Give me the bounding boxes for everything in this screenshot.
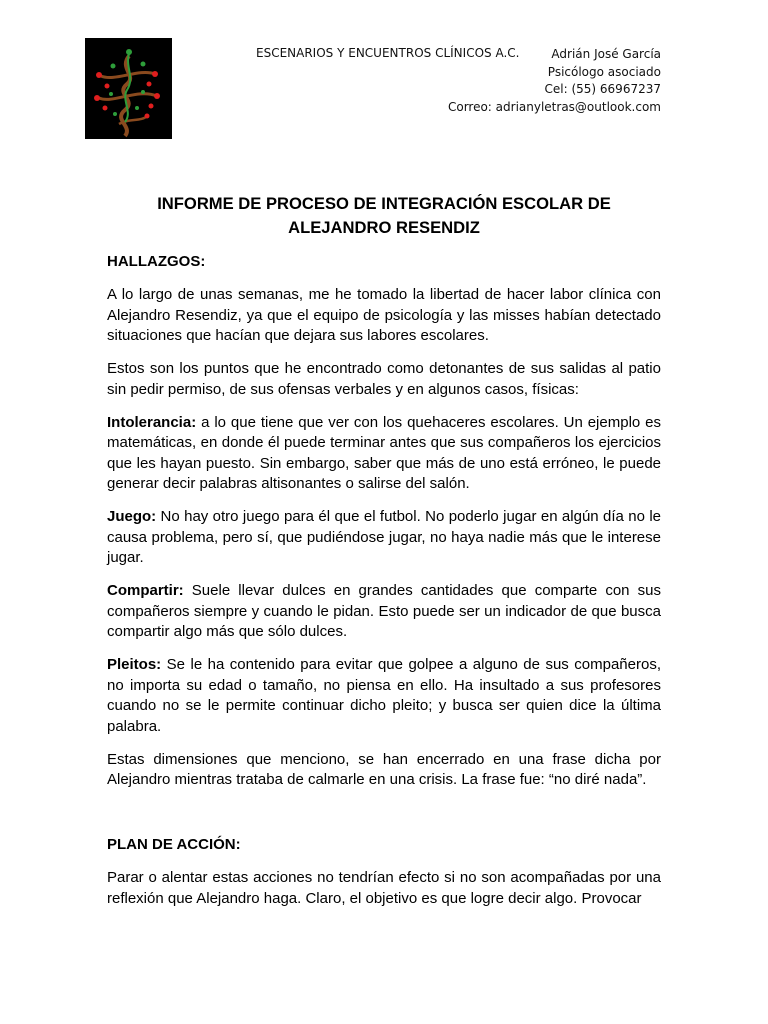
finding-item [107, 581, 661, 643]
finding-item [107, 413, 661, 495]
paragraph: Estos son los puntos que he encontrado como detonantes de sus salidas al patio sin pedir permiso, de sus ofensas verbales y en algunos casos, físicas: [107, 360, 661, 398]
author-email: Correo: adrianyletras@outlook.com [447, 99, 661, 114]
finding-text: Se le ha contenido para evitar que golpee a alguno de sus compañeros, no importa su edad o tamaño, no piensa en ello. Ha insultado a sus profesores cuando no se le permite continuar dicho pleito; y busca ser quien dice la última palabra. [107, 656, 661, 735]
finding-label: Intolerancia: [107, 413, 197, 431]
finding-text: No hay otro juego para él que el futbol. No poderlo jugar en algún día no le causa problema, pero sí, que pudiéndose jugar, no haya nadie más que le interese jugar. [107, 508, 661, 566]
paragraph: Estas dimensiones que menciono, se han encerrado en una frase dicha por Alejandro mientras trataba de calmarle en una crisis. La frase fue: “no diré nada”. [107, 750, 661, 788]
finding-text: a lo que tiene que ver con los quehaceres escolares. Un ejemplo es matemáticas, en donde él puede terminar antes que sus compañeros los ejercicios que les hayan puesto. Sin embargo, saber que más de uno está erróneo, le puede generar decir palabras altisonantes o salirse del salón. [107, 413, 661, 492]
author-name: Adrián José García [551, 47, 661, 61]
finding-item [107, 507, 661, 569]
title-line-1: INFORME DE PROCESO DE INTEGRACIÓN ESCOLAR DE [157, 194, 611, 213]
section-heading-plan: PLAN DE ACCIÓN: [107, 836, 241, 853]
tree-logo-icon [85, 38, 172, 139]
finding-label: Juego: [107, 508, 157, 525]
author-phone: Cel: (55) 66967237 [544, 82, 661, 96]
finding-label: Pleitos: [107, 656, 162, 673]
paragraph: Parar o alentar estas acciones no tendrían efecto si no son acompañadas por una reflexión que Alejandro haga. Claro, el objetivo es que logre decir algo. Provocar [107, 869, 661, 907]
paragraph: A lo largo de unas semanas, me he tomado la libertad de hacer labor clínica con Alejandro Resendiz, ya que el equipo de psicología y las misses habían detectado situaciones que hacían que dejara sus labores escolares. [107, 286, 661, 344]
document-title [107, 192, 661, 240]
section-heading-hallazgos: HALLAZGOS: [107, 253, 206, 270]
contact-block [448, 46, 661, 116]
finding-text: Suele llevar dulces en grandes cantidades que comparte con sus compañeros siempre y cuando le pidan. Esto puede ser un indicador de que busca compartir algo más que sólo dulces. [107, 582, 661, 640]
organization-name: ESCENARIOS Y ENCUENTROS CLÍNICOS A.C. [256, 46, 520, 60]
title-line-2: ALEJANDRO RESENDIZ [288, 218, 480, 237]
finding-label: Compartir: [107, 582, 184, 599]
document-body [107, 252, 661, 922]
finding-item [107, 655, 661, 737]
author-role: Psicólogo asociado [547, 64, 661, 79]
